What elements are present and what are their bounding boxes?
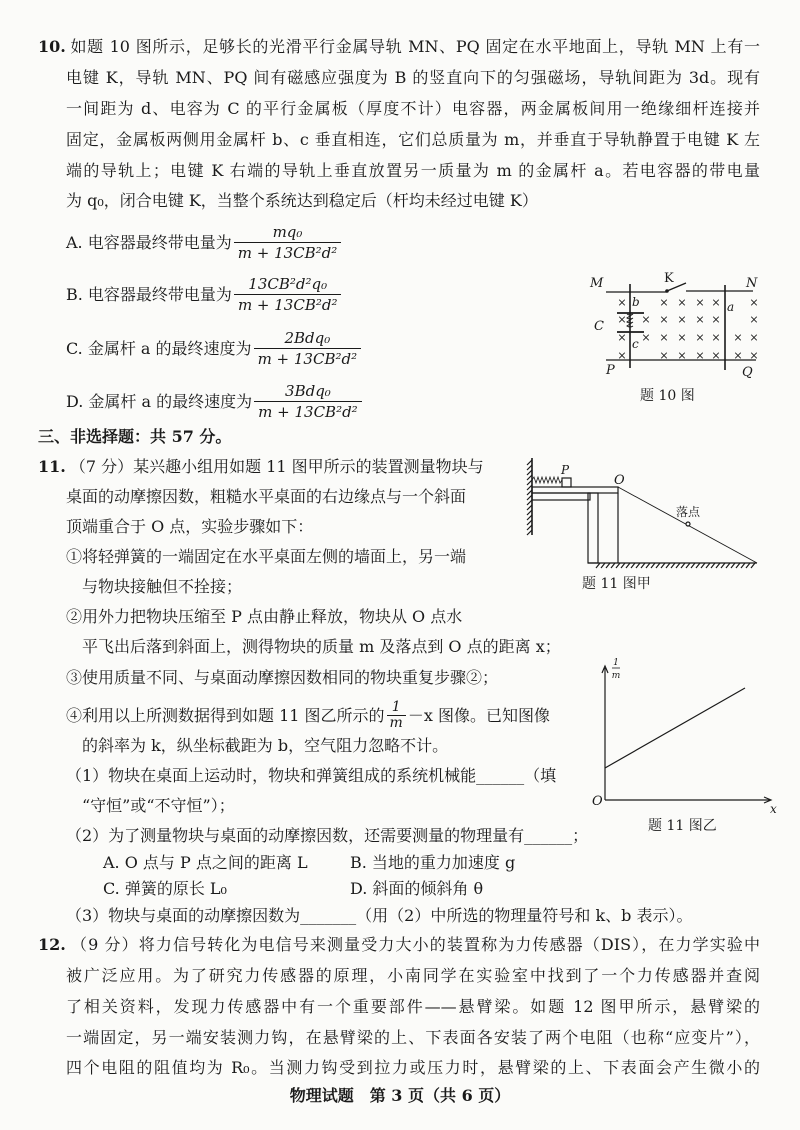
ground-hatch-line [741,563,745,568]
q10-option-a [66,222,341,263]
q10-line-4: 固定，金属板两侧用金属杆 b、c 垂直相连，它们总质量为 m，并垂直于导轨静置于电键 K 左 [66,130,760,149]
denominator: m [387,715,406,731]
q11-number: 11. [38,457,66,476]
q11-sub2-option-a: A. O 点与 P 点之间的距离 L [103,853,308,872]
figure-11b-graph [585,655,780,815]
field-cross: × [677,331,687,344]
field-cross: × [695,296,705,309]
step4-suffix: －x 图像。已知图像 [407,705,550,725]
ground-hatch-line [691,563,695,568]
table-top [532,487,618,493]
graph-line [605,688,745,768]
origin-label: O [592,794,603,809]
ground-hatch-line [611,563,615,568]
denominator: m + 13CB²d² [254,348,362,369]
q11-step-3: ③使用质量不同、与桌面动摩擦因数相同的物块重复步骤②； [66,668,499,687]
ground-hatch-line [616,563,620,568]
q11-line-1 [38,457,484,477]
q11-sub2-option-d: D. 斜面的倾斜角 θ [350,879,484,898]
switch-pivot [665,289,669,293]
numerator: 1 [391,699,401,715]
ground-hatch-line [736,563,740,568]
field-cross: × [749,313,759,326]
field-cross: × [695,331,705,344]
label-landing-point: 落点 [676,505,701,519]
ground-hatch-line [636,563,640,568]
ground-hatch-line [711,563,715,568]
q12-line-5: 四个电阻的阻值均为 R₀。当测力钩受到拉力或压力时，悬臂梁的上、下表面会产生微小的 [66,1058,760,1077]
q12-line-4: 一端固定，另一端安装测力钩，在悬臂梁的上、下表面各安装了两个电阻（也称“应变片”）， [66,1028,760,1047]
q11-step-2: ②用外力把物块压缩至 P 点由静止释放，物块从 O 点水 [66,607,463,626]
q12-line-1 [38,935,760,955]
field-cross: × [617,296,627,309]
ground-hatch-line [626,563,630,568]
field-cross: × [617,331,627,344]
q11-sub2-option-b: B. 当地的重力加速度 g [350,853,516,872]
ground-hatch-line [671,563,675,568]
block-p [562,478,571,487]
ground-hatch-line [706,563,710,568]
q10-line-3: 一间距为 d、电容为 C 的平行金属板（厚度不计）电容器，两金属板间用一绝缘细杆连接并 [66,99,760,118]
label-p: P [561,463,570,477]
landing-point [686,522,690,526]
ground-hatching [596,563,755,568]
field-cross: × [641,331,651,344]
ground-hatch-line [601,563,605,568]
numerator: 2Bdq₀ [284,329,331,347]
ground-hatch-line [746,563,750,568]
ground-hatch-line [606,563,610,568]
y-label-num: 1 [613,658,619,668]
q11-text: （7 分）某兴趣小组用如题 11 图甲所示的装置测量物块与 [69,457,484,476]
fraction [254,328,362,369]
ground-hatch-line [651,563,655,568]
fraction-1-over-m [387,700,406,731]
field-cross: × [695,313,705,326]
ground-hatch-line [681,563,685,568]
field-cross: × [733,331,743,344]
option-label: A. 电容器最终带电量为 [66,232,232,252]
ground-hatch-line [726,563,730,568]
denominator: m + 13CB²d² [234,242,342,263]
ground-hatch-line [701,563,705,568]
q12-line-2: 被广泛应用。为了研究力传感器的原理，小南同学在实验室中找到了一个力传感器并查阅 [66,966,760,985]
field-cross: × [733,349,743,362]
q11-sub2-option-c: C. 弹簧的原长 L₀ [103,879,227,898]
numerator: mq₀ [272,223,303,241]
field-cross: × [711,313,721,326]
field-cross: × [695,349,705,362]
q10-number: 10. [38,37,66,56]
step4-prefix: ④利用以上所测数据得到如题 11 图乙所示的 [66,705,385,725]
fraction [234,222,342,263]
figure-11b-caption: 题 11 图乙 [648,818,717,834]
q11-line-2: 桌面的动摩擦因数，粗糙水平桌面的右边缘点与一个斜面 [66,487,467,506]
fraction [234,274,342,315]
q12-text: （9 分）将力信号转化为电信号来测量受力大小的装置称为力传感器（DIS），在力学实验中 [69,935,760,954]
label-n: N [746,276,758,291]
ground-hatch-line [731,563,735,568]
field-cross: × [659,296,669,309]
page-footer: 物理试题 第 3 页（共 6 页） [289,1086,511,1105]
table-leg [588,493,598,563]
field-cross: × [749,349,759,362]
field-cross: × [711,349,721,362]
field-cross: × [677,313,687,326]
ground-hatch-line [716,563,720,568]
q11-step-1: ①将轻弹簧的一端固定在水平桌面左侧的墙面上，另一端 [66,547,467,566]
field-cross: × [677,349,687,362]
field-cross: × [749,331,759,344]
label-p: P [606,363,615,378]
field-cross: × [617,349,627,362]
q11-sub-1-cont: “守恒”或“不守恒”）； [82,796,235,815]
q11-sub-3: （3）物块与桌面的动摩擦因数为_______（用（2）中所选的物理量符号和 k、b 表示）。 [66,906,693,925]
label-q: Q [742,365,753,380]
label-m: M [590,276,604,291]
option-label: B. 电容器最终带电量为 [66,284,232,304]
label-b: b [632,295,640,309]
field-cross: × [659,331,669,344]
field-cross: × [659,313,669,326]
ground-hatch-line [596,563,600,568]
q12-number: 12. [38,935,66,954]
ground-hatch-line [656,563,660,568]
ground-hatch-line [696,563,700,568]
denominator: m + 13CB²d² [234,294,342,315]
field-cross: × [749,296,759,309]
q10-option-b [66,274,341,315]
label-a: a [727,300,735,314]
field-cross: × [659,349,669,362]
numerator: 13CB²d²q₀ [248,275,328,293]
q11-step-4-cont: 的斜率为 k，纵坐标截距为 b，空气阻力忽略不计。 [82,736,449,755]
q10-option-d [66,381,362,422]
label-c-capacitor: C [594,319,604,334]
ground-hatch-line [661,563,665,568]
q11-line-3: 顶端重合于 O 点，实验步骤如下： [66,517,314,536]
ground-hatch-line [646,563,650,568]
ground-hatch-line [721,563,725,568]
field-cross: × [711,296,721,309]
ground-hatch-line [641,563,645,568]
q10-line-6: 为 q₀，闭合电键 K，当整个系统达到稳定后（杆均未经过电键 K） [66,191,538,210]
q11-step-2-cont: 平飞出后落到斜面上，测得物块的质量 m 及落点到 O 点的距离 x； [82,637,561,656]
q10-line-2: 电键 K，导轨 MN、PQ 间有磁感应强度为 B 的竖直向下的匀强磁场，导轨间距为 3d。现有 [66,68,760,87]
fraction [254,381,362,422]
label-o: O [614,473,625,488]
section-3-heading: 三、非选择题：共 57 分。 [38,427,232,446]
option-label: C. 金属杆 a 的最终速度为 [66,338,252,358]
q11-step-1-cont: 与物块接触但不拴接； [82,577,243,596]
q10-option-c [66,328,361,369]
ground-hatch-line [621,563,625,568]
field-cross: × [677,296,687,309]
figure-10-caption: 题 10 图 [640,388,695,404]
option-label: D. 金属杆 a 的最终速度为 [66,391,253,411]
q12-line-3: 了相关资料，发现力传感器中有一个重要部件——悬臂梁。如题 12 图甲所示，悬臂梁的 [66,997,760,1016]
field-cross: × [641,313,651,326]
q10-line-1 [38,37,760,57]
field-cross: × [711,331,721,344]
y-label-den: m [611,671,621,681]
x-label: x [770,802,777,816]
figure-11a-caption: 题 11 图甲 [582,576,651,592]
spring [532,477,562,483]
q11-sub-1: （1）物块在桌面上运动时，物块和弹簧组成的系统机械能______（填 [66,766,557,785]
q10-line-5: 端的导轨上；电键 K 右端的导轨上垂直放置另一质量为 m 的金属杆 a。若电容器的带电量 [66,161,760,180]
q11-step-4 [66,700,550,731]
numerator: 3Bdq₀ [285,382,331,400]
ground-hatch-line [676,563,680,568]
table-beam [532,493,590,500]
q11-sub-2: （2）为了测量物块与桌面的动摩擦因数，还需要测量的物理量有______； [66,826,589,845]
q10-text: 如题 10 图所示，足够长的光滑平行金属导轨 MN、PQ 固定在水平地面上，导轨 MN 上有一 [69,37,760,56]
field-cross: × [617,313,627,326]
ground-hatch-line [751,563,755,568]
label-k: K [664,271,674,286]
ground-hatch-line [666,563,670,568]
denominator: m + 13CB²d² [254,401,362,422]
label-c: c [632,337,639,351]
ground-hatch-line [686,563,690,568]
figure-11a-apparatus [505,455,775,590]
ground-hatch-line [631,563,635,568]
